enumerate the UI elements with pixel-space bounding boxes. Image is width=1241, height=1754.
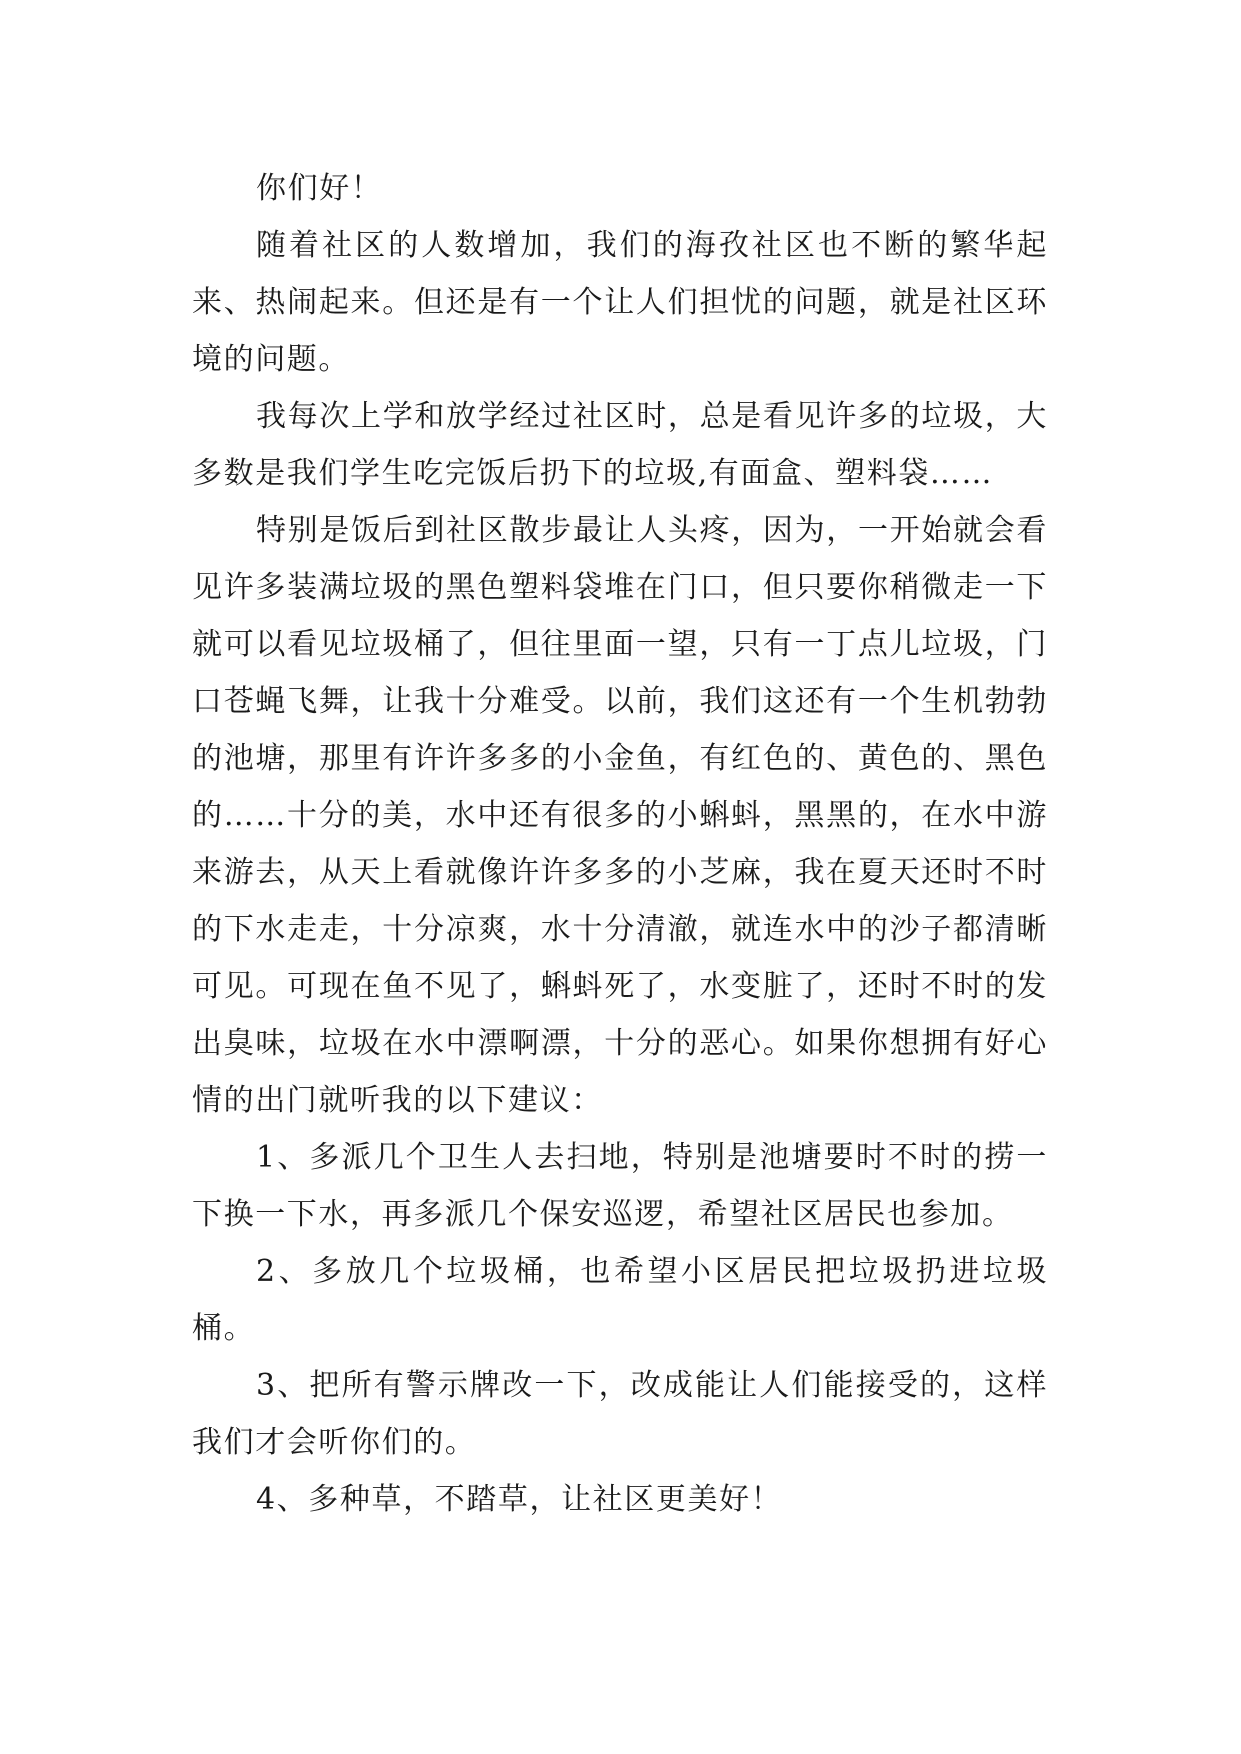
intro-paragraph: 随着社区的人数增加，我们的海孜社区也不断的繁华起来、热闹起来。但还是有一个让人们担忧的问题，就是社区环境的问题。	[192, 228, 1048, 377]
suggestion-3-paragraph: 3、把所有警示牌改一下，改成能让人们能接受的，这样我们才会听你们的。	[192, 1368, 1048, 1460]
suggestion-2-paragraph: 2、多放几个垃圾桶，也希望小区居民把垃圾扔进垃圾桶。	[192, 1254, 1048, 1346]
letter-body	[192, 160, 1048, 1528]
pond-description-paragraph: 特别是饭后到社区散步最让人头疼，因为，一开始就会看见许多装满垃圾的黑色塑料袋堆在门口，但只要你稍微走一下就可以看见垃圾桶了，但往里面一望，只有一丁点儿垃圾，门口苍蝇飞舞，让我十分难受。以前，我们这还有一个生机勃勃的池塘，那里有许许多多的小金鱼，有红色的、黄色的、黑色的……十分的美，水中还有很多的小蝌蚪，黑黑的，在水中游来游去，从天上看就像许许多多的小芝麻，我在夏天还时不时的下水走走，十分凉爽，水十分清澈，就连水中的沙子都清晰可见。可现在鱼不见了，蝌蚪死了，水变脏了，还时不时的发出臭味，垃圾在水中漂啊漂，十分的恶心。如果你想拥有好心情的出门就听我的以下建议：	[192, 513, 1048, 1118]
greeting-paragraph: 你们好！	[256, 171, 383, 206]
suggestion-1-paragraph: 1、多派几个卫生人去扫地，特别是池塘要时不时的捞一下换一下水，再多派几个保安巡逻，希望社区居民也参加。	[192, 1140, 1048, 1232]
observation-paragraph: 我每次上学和放学经过社区时，总是看见许多的垃圾，大多数是我们学生吃完饭后扔下的垃圾,有面盒、塑料袋……	[192, 399, 1048, 491]
suggestion-4-paragraph: 4、多种草，不踏草，让社区更美好！	[256, 1482, 783, 1517]
